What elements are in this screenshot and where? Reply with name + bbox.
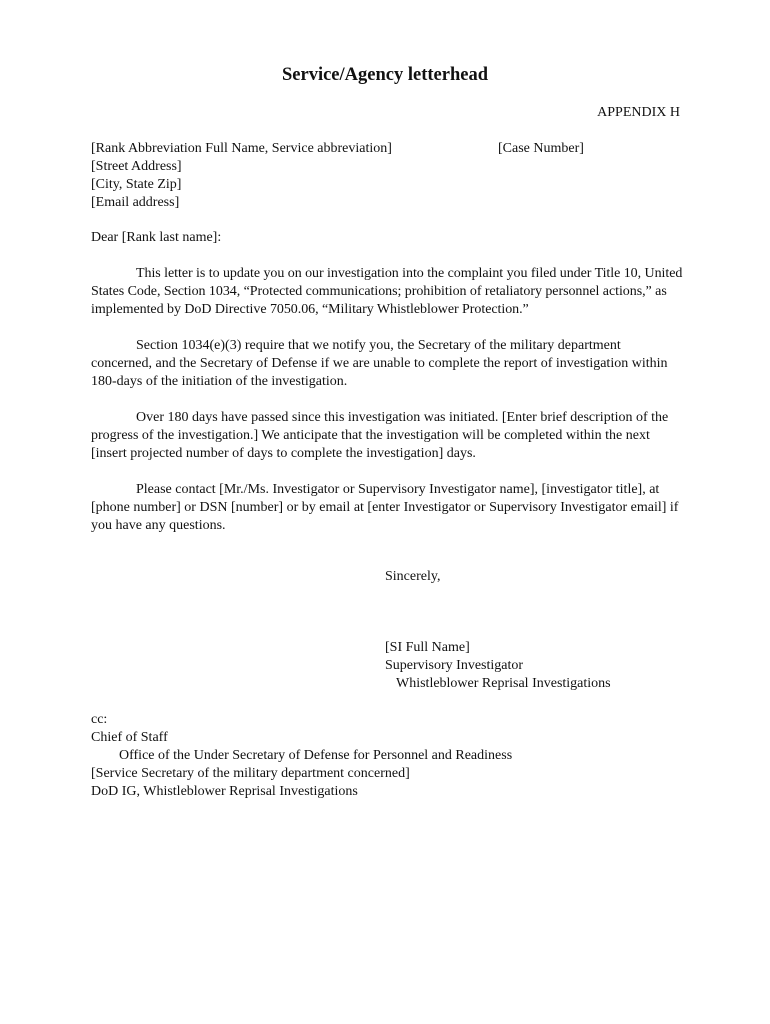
recipient-email-line: [Email address] (91, 195, 180, 210)
cc-label: cc: (91, 712, 108, 727)
signature-block (385, 639, 611, 693)
body-paragraph-1: This letter is to update you on our investigation into the complaint you filed under Title 10, United States Code, Section 1034, “Protected communications; prohibition of retaliatory personnel actions,” as implemented by DoD Directive 7050.06, “Military Whistleblower Protection.” (91, 266, 683, 317)
signer-title: Supervisory Investigator (385, 658, 524, 673)
recipient-city-line: [City, State Zip] (91, 177, 182, 192)
cc-recipient-3: DoD IG, Whistleblower Reprisal Investigations (91, 784, 358, 799)
salutation: Dear [Rank last name]: (91, 230, 222, 245)
cc-recipient-2: [Service Secretary of the military department concerned] (91, 766, 410, 781)
body-paragraph-4: Please contact [Mr./Ms. Investigator or Supervisory Investigator name], [investigator title], at [phone number] or DSN [number] or by email at [enter Investigator or Supervisory Investigator email] if you have any questions. (91, 482, 679, 533)
body-paragraph-2: Section 1034(e)(3) require that we notify you, the Secretary of the military department concerned, and the Secretary of Defense if we are unable to complete the report of investigation within 180-days of the initiation of the investigation. (91, 338, 668, 389)
recipient-address-block (91, 140, 491, 212)
letter-body (91, 265, 683, 553)
appendix-label: APPENDIX H (597, 105, 680, 120)
case-number: [Case Number] (498, 141, 584, 156)
cc-recipient-1: Chief of Staff (91, 730, 168, 745)
signer-office: Whistleblower Reprisal Investigations (396, 676, 611, 691)
cc-block (91, 711, 512, 801)
recipient-name-line: [Rank Abbreviation Full Name, Service abbreviation] (91, 141, 392, 156)
recipient-street-line: [Street Address] (91, 159, 182, 174)
body-paragraph-3: Over 180 days have passed since this investigation was initiated. [Enter brief description of the progress of the investigation.] We anticipate that the investigation will be completed within the next [insert projected number of days to complete the investigation] days. (91, 410, 669, 461)
signer-name: [SI Full Name] (385, 640, 470, 655)
closing: Sincerely, (385, 569, 441, 584)
letterhead-title: Service/Agency letterhead (282, 65, 488, 85)
cc-recipient-1-office: Office of the Under Secretary of Defense for Personnel and Readiness (119, 748, 513, 763)
